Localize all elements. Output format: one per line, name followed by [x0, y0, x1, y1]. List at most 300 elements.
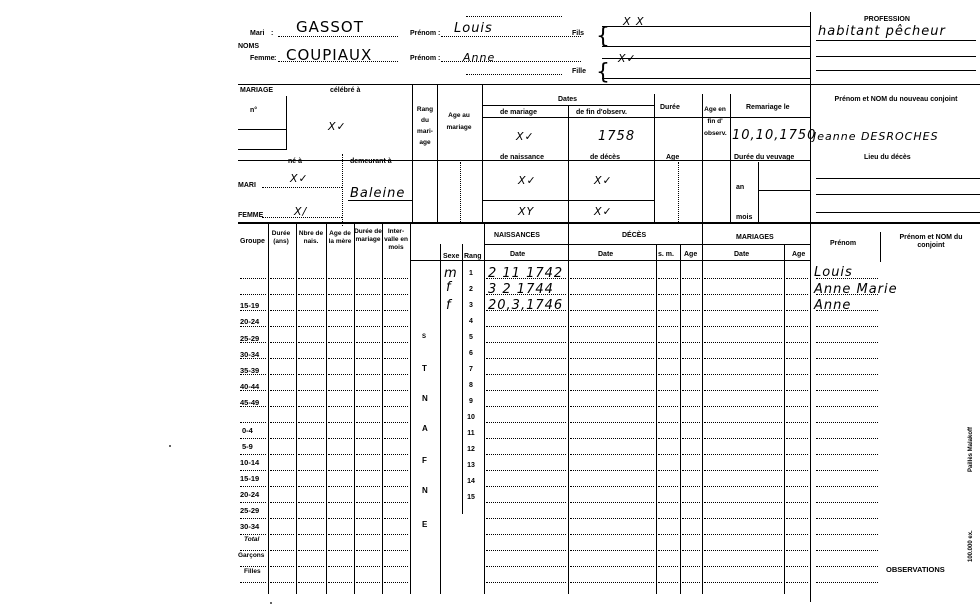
row-guide	[570, 358, 654, 359]
row-guide	[240, 534, 266, 535]
garcons-label: Garçons	[238, 552, 265, 559]
row-guide	[704, 518, 782, 519]
celebre-label: célébré à	[330, 87, 361, 94]
row-guide	[486, 454, 566, 455]
row-guide	[486, 550, 566, 551]
row-guide	[570, 406, 654, 407]
row-guide	[384, 502, 408, 503]
row-guide	[486, 278, 566, 279]
row-guide	[816, 358, 878, 359]
row-guide	[298, 406, 324, 407]
row-guide	[328, 278, 352, 279]
observations-label: OBSERVATIONS	[886, 565, 945, 574]
row-guide	[356, 470, 380, 471]
row-guide	[298, 326, 324, 327]
prenom-nom-conj-col-label: Prénom et NOM du conjoint	[899, 234, 963, 249]
row-guide	[682, 374, 700, 375]
row-guide	[328, 390, 352, 391]
row-guide	[704, 310, 782, 311]
row-guide	[682, 390, 700, 391]
no-label: n°	[250, 107, 258, 114]
row-guide	[270, 358, 294, 359]
no-value: X✓	[328, 120, 347, 133]
fin-obs-label: de fin d'observ.	[576, 109, 627, 116]
row-guide	[816, 518, 878, 519]
row-guide	[658, 358, 678, 359]
row-guide	[356, 390, 380, 391]
row-guide	[704, 550, 782, 551]
mari-deces-value: X✓	[594, 174, 613, 187]
row-guide	[328, 582, 352, 583]
row-guide	[570, 582, 654, 583]
prenom-nom-conjoint-label: Prénom et NOM du nouveau conjoint	[834, 96, 958, 103]
group-label: 30-34	[240, 350, 260, 359]
row-guide	[816, 550, 878, 551]
row-guide	[704, 454, 782, 455]
row-guide	[486, 342, 566, 343]
row-guide	[270, 326, 294, 327]
row-guide	[270, 406, 294, 407]
row-guide	[328, 566, 352, 567]
row-guide	[384, 550, 408, 551]
row-guide	[786, 470, 808, 471]
row-guide	[682, 406, 700, 407]
row-guide	[328, 486, 352, 487]
row-guide	[570, 470, 654, 471]
row-guide	[486, 326, 566, 327]
mariages-age-label: Age	[792, 251, 806, 258]
row-guide	[486, 582, 566, 583]
row-guide	[328, 406, 352, 407]
row-guide	[240, 406, 266, 407]
row-guide	[328, 294, 352, 295]
row-guide	[328, 502, 352, 503]
row-guide	[658, 470, 678, 471]
row-guide	[270, 486, 294, 487]
row-guide	[570, 438, 654, 439]
row-guide	[356, 550, 380, 551]
row-guide	[384, 582, 408, 583]
row-guide	[356, 374, 380, 375]
group-label: 35-39	[240, 366, 260, 375]
group-label: 40-44	[240, 382, 260, 391]
row-guide	[816, 278, 878, 279]
sexe-value: f	[446, 298, 452, 313]
row-guide	[356, 326, 380, 327]
row-guide	[298, 486, 324, 487]
prenom-value: Anne	[814, 298, 852, 313]
row-guide	[682, 358, 700, 359]
row-guide	[682, 550, 700, 551]
mariage-label: MARIAGE	[240, 87, 274, 94]
row-guide	[658, 486, 678, 487]
row-guide	[682, 470, 700, 471]
mois-label: mois	[736, 214, 753, 221]
group-label: 10-14	[240, 458, 260, 467]
row-guide	[704, 342, 782, 343]
row-guide	[384, 518, 408, 519]
row-guide	[240, 454, 266, 455]
naissances-label: NAISSANCES	[494, 232, 540, 239]
row-guide	[682, 326, 700, 327]
row-guide	[570, 326, 654, 327]
row-guide	[240, 502, 266, 503]
row-guide	[704, 582, 782, 583]
mari-prenom-value: Louis	[454, 21, 493, 36]
row-guide	[786, 582, 808, 583]
sexe-value: f	[446, 280, 452, 295]
row-guide	[658, 374, 678, 375]
row-guide	[704, 358, 782, 359]
row-guide	[816, 406, 878, 407]
row-guide	[486, 502, 566, 503]
row-guide	[570, 566, 654, 567]
deces-label: DÉCÈS	[622, 232, 647, 239]
row-guide	[704, 278, 782, 279]
group-label: 15-19	[240, 474, 260, 483]
row-guide	[298, 518, 324, 519]
rang-col-label: Rang	[464, 253, 482, 260]
naissance-date-value: 20,3,1746	[488, 298, 564, 313]
row-guide	[270, 566, 294, 567]
row-guide	[570, 342, 654, 343]
row-guide	[658, 582, 678, 583]
row-guide	[356, 486, 380, 487]
row-guide	[240, 518, 266, 519]
row-guide	[384, 422, 408, 423]
row-guide	[486, 438, 566, 439]
femme-prenom-value: Anne	[463, 51, 496, 64]
row-guide	[240, 390, 266, 391]
row-guide	[270, 310, 294, 311]
naissance-date-value: 3 2 1744	[488, 282, 554, 297]
group-label: 20-24	[240, 317, 260, 326]
row-guide	[270, 342, 294, 343]
row-guide	[486, 534, 566, 535]
row-guide	[240, 470, 266, 471]
age-mariage-label: Age au mariage	[446, 112, 472, 131]
row-guide	[658, 326, 678, 327]
duree-label: Durée	[660, 104, 680, 111]
row-guide	[704, 502, 782, 503]
row-guide	[704, 438, 782, 439]
row-guide	[240, 310, 266, 311]
row-guide	[658, 342, 678, 343]
row-guide	[816, 438, 878, 439]
row-guide	[298, 390, 324, 391]
row-guide	[682, 518, 700, 519]
row-guide	[658, 518, 678, 519]
row-guide	[816, 454, 878, 455]
row-guide	[240, 342, 266, 343]
deces-age-label: Age	[684, 251, 698, 258]
row-guide	[328, 310, 352, 311]
row-guide	[240, 358, 266, 359]
row-guide	[704, 294, 782, 295]
row-guide	[384, 470, 408, 471]
row-guide	[270, 518, 294, 519]
tirage-credit: 100.000 ex.	[968, 530, 974, 562]
duree-veuvage-label: Durée du veuvage	[734, 154, 795, 161]
row-guide	[486, 390, 566, 391]
femme-deces-value: X✓	[594, 205, 613, 218]
row-guide	[682, 486, 700, 487]
row-guide	[384, 310, 408, 311]
row-guide	[658, 566, 678, 567]
row-guide	[816, 534, 878, 535]
row-guide	[658, 454, 678, 455]
row-guide	[384, 278, 408, 279]
row-guide	[704, 390, 782, 391]
femme-row-label: FEMME	[238, 212, 264, 219]
row-guide	[704, 486, 782, 487]
row-guide	[384, 566, 408, 567]
row-guide	[682, 342, 700, 343]
group-label: 25-29	[240, 334, 260, 343]
printer-credit: Paillès Malakoff	[968, 426, 974, 472]
row-guide	[328, 326, 352, 327]
row-guide	[240, 278, 266, 279]
row-guide	[816, 502, 878, 503]
age-fin-obs-label: Age en fin d' observ.	[704, 106, 727, 137]
row-guide	[328, 422, 352, 423]
femme-ne-a-value: X/	[294, 205, 308, 218]
mari-label: Mari	[250, 30, 265, 37]
row-guide	[356, 310, 380, 311]
fille-value: X✓	[618, 52, 637, 65]
row-guide	[570, 294, 654, 295]
row-guide	[682, 534, 700, 535]
row-guide	[298, 582, 324, 583]
nbre-naiss-label: Nbre de nais.	[298, 230, 324, 245]
row-guide	[786, 550, 808, 551]
row-guide	[682, 294, 700, 295]
dates-label: Dates	[558, 96, 578, 103]
group-label: 5-9	[242, 442, 253, 451]
row-guide	[570, 518, 654, 519]
row-guide	[658, 550, 678, 551]
group-label: 45-49	[240, 398, 260, 407]
row-guide	[816, 342, 878, 343]
row-guide	[328, 534, 352, 535]
row-guide	[816, 310, 878, 311]
fille-label: Fille	[572, 68, 587, 75]
speck	[270, 602, 272, 604]
row-guide	[356, 518, 380, 519]
row-guide	[816, 486, 878, 487]
row-guide	[658, 406, 678, 407]
femme-naissance-value: XY	[518, 205, 535, 218]
row-guide	[786, 406, 808, 407]
row-guide	[704, 470, 782, 471]
prenom-value: Anne Marie	[814, 282, 898, 297]
family-reconstitution-form: Mari : NOMS Femme : GASSOT COUPIAUX Prénom : Prénom : Louis Anne Fils Fille { { X X X✓ PROFESSION habitant pêcheur MARIAGE célébré à n° X✓ né à demeurant à MARI FEMME X✓ Baleine X/ Rang du mari-age Age au mariage Dates de mariage de fin d'observ. X✓ 1758 de naissance de décès X✓ X✓ XY X✓ Durée Age Age en fin d' observ. Remariage le 10,10,1750 Durée du veuvage an mois Prénom et NOM du nouveau conjoint Jeanne DESROCHES Lieu du décès Groupe Durée (ans) Nbre de nais. Age de la mère Durée de mariage Inter-valle en mois Sexe Rang NAISSANCES Date DÉCÈS Date s. m. Age MARIAGES Date Age Prénom Prénom et NOM du conjoint 15-19 20-24 25-29 30-34 35-39 40-44 45-49 0-4 5-9 10-14 15-19 20-24 25-29 30-34 Total Garçons Filles S T N A F N E 1 2 3 4 5 6 7 8 9 10 11 12 13 14 15 m 2 11 1742 Louis f 3 2 1744 Anne Marie f 20,3,1746 Anne OBSERVATIONS Paillès Malakoff 100.000 ex.	[238, 12, 980, 602]
ne-a-label: né à	[288, 158, 303, 165]
row-guide	[704, 566, 782, 567]
row-guide	[298, 502, 324, 503]
group-label: 25-29	[240, 506, 260, 515]
row-guide	[356, 278, 380, 279]
row-guide	[704, 326, 782, 327]
prenom-col-label: Prénom	[830, 240, 857, 247]
row-guide	[786, 566, 808, 567]
row-guide	[816, 326, 878, 327]
fils-value: X X	[623, 15, 645, 28]
row-guide	[356, 566, 380, 567]
row-guide	[486, 310, 566, 311]
group-label: 20-24	[240, 490, 260, 499]
row-guide	[384, 358, 408, 359]
row-guide	[240, 438, 266, 439]
row-guide	[328, 518, 352, 519]
row-guide	[570, 310, 654, 311]
fils-label: Fils	[572, 30, 585, 37]
row-guide	[298, 294, 324, 295]
group-label: 0-4	[242, 426, 253, 435]
row-guide	[682, 566, 700, 567]
row-guide	[786, 422, 808, 423]
row-guide	[704, 422, 782, 423]
profession-label: PROFESSION	[864, 16, 910, 23]
row-guide	[682, 278, 700, 279]
row-guide	[270, 502, 294, 503]
row-guide	[570, 550, 654, 551]
row-guide	[328, 550, 352, 551]
row-guide	[486, 294, 566, 295]
row-guide	[298, 550, 324, 551]
date-mariage-value: X✓	[516, 130, 535, 143]
row-guide	[298, 470, 324, 471]
row-guide	[328, 438, 352, 439]
row-guide	[270, 582, 294, 583]
row-guide	[384, 326, 408, 327]
row-guide	[240, 566, 266, 567]
row-guide	[658, 294, 678, 295]
rang-mariage-label: Rang du mari-age	[416, 106, 434, 146]
mari-naissance-value: X✓	[518, 174, 537, 187]
row-guide	[570, 278, 654, 279]
row-guide	[356, 406, 380, 407]
row-guide	[486, 470, 566, 471]
row-guide	[570, 422, 654, 423]
row-guide	[570, 374, 654, 375]
row-guide	[270, 534, 294, 535]
mariages-label: MARIAGES	[736, 234, 774, 241]
row-guide	[658, 310, 678, 311]
an-label: an	[736, 184, 745, 191]
row-guide	[658, 438, 678, 439]
row-guide	[658, 502, 678, 503]
remariage-label: Remariage le	[746, 104, 790, 111]
row-guide	[298, 422, 324, 423]
intervalle-label: Inter-valle en mois	[384, 228, 408, 251]
row-guide	[658, 534, 678, 535]
mari-demeurant-value: Baleine	[350, 186, 406, 201]
row-guide	[486, 518, 566, 519]
demeurant-label: demeurant à	[350, 158, 392, 165]
row-guide	[570, 454, 654, 455]
row-guide	[298, 454, 324, 455]
noms-label: NOMS	[238, 43, 259, 50]
mariages-date-label: Date	[734, 251, 750, 258]
row-guide	[240, 486, 266, 487]
sm-label: s. m.	[658, 251, 674, 258]
age-mere-label: Age de la mère	[328, 230, 352, 245]
row-guide	[816, 374, 878, 375]
row-guide	[816, 422, 878, 423]
row-guide	[328, 454, 352, 455]
row-guide	[816, 470, 878, 471]
prenom-value: Louis	[814, 265, 853, 280]
row-guide	[384, 486, 408, 487]
femme-label: Femme	[250, 55, 275, 62]
row-guide	[786, 326, 808, 327]
mari-ne-a-value: X✓	[290, 172, 309, 185]
deces-date-label: Date	[598, 251, 614, 258]
de-mariage-label: de mariage	[500, 109, 537, 116]
row-guide	[786, 294, 808, 295]
row-guide	[270, 470, 294, 471]
filles-label: Filles	[244, 568, 261, 575]
row-guide	[682, 310, 700, 311]
row-guide	[356, 454, 380, 455]
row-guide	[786, 454, 808, 455]
speck	[169, 445, 171, 447]
row-guide	[240, 374, 266, 375]
femme-nom-value: COUPIAUX	[286, 46, 373, 64]
duree-mariage-col-label: Durée de mariage	[354, 228, 382, 243]
row-guide	[786, 278, 808, 279]
row-guide	[816, 566, 878, 567]
row-guide	[240, 294, 266, 295]
naiss-date-label: Date	[510, 251, 526, 258]
row-guide	[298, 534, 324, 535]
row-guide	[356, 358, 380, 359]
row-guide	[298, 566, 324, 567]
row-guide	[384, 454, 408, 455]
row-guide	[298, 342, 324, 343]
row-guide	[704, 406, 782, 407]
row-guide	[298, 310, 324, 311]
row-guide	[570, 390, 654, 391]
row-guide	[704, 534, 782, 535]
row-guide	[328, 470, 352, 471]
row-guide	[658, 278, 678, 279]
row-guide	[486, 422, 566, 423]
row-guide	[356, 502, 380, 503]
lieu-deces-label: Lieu du décès	[864, 154, 911, 161]
row-guide	[816, 390, 878, 391]
duree-ans-label: Durée (ans)	[271, 230, 291, 245]
total-label: Total	[244, 536, 260, 543]
row-guide	[356, 342, 380, 343]
row-guide	[786, 502, 808, 503]
de-naissance-label: de naissance	[500, 154, 544, 161]
row-guide	[270, 390, 294, 391]
row-guide	[270, 454, 294, 455]
row-guide	[298, 438, 324, 439]
age-col-label: Age	[666, 154, 680, 161]
row-guide	[786, 486, 808, 487]
conjoint-value: Jeanne DESROCHES	[813, 130, 939, 143]
row-guide	[786, 342, 808, 343]
row-guide	[356, 438, 380, 439]
row-guide	[328, 374, 352, 375]
row-guide	[270, 422, 294, 423]
row-guide	[298, 358, 324, 359]
group-label: 15-19	[240, 301, 260, 310]
row-guide	[786, 518, 808, 519]
